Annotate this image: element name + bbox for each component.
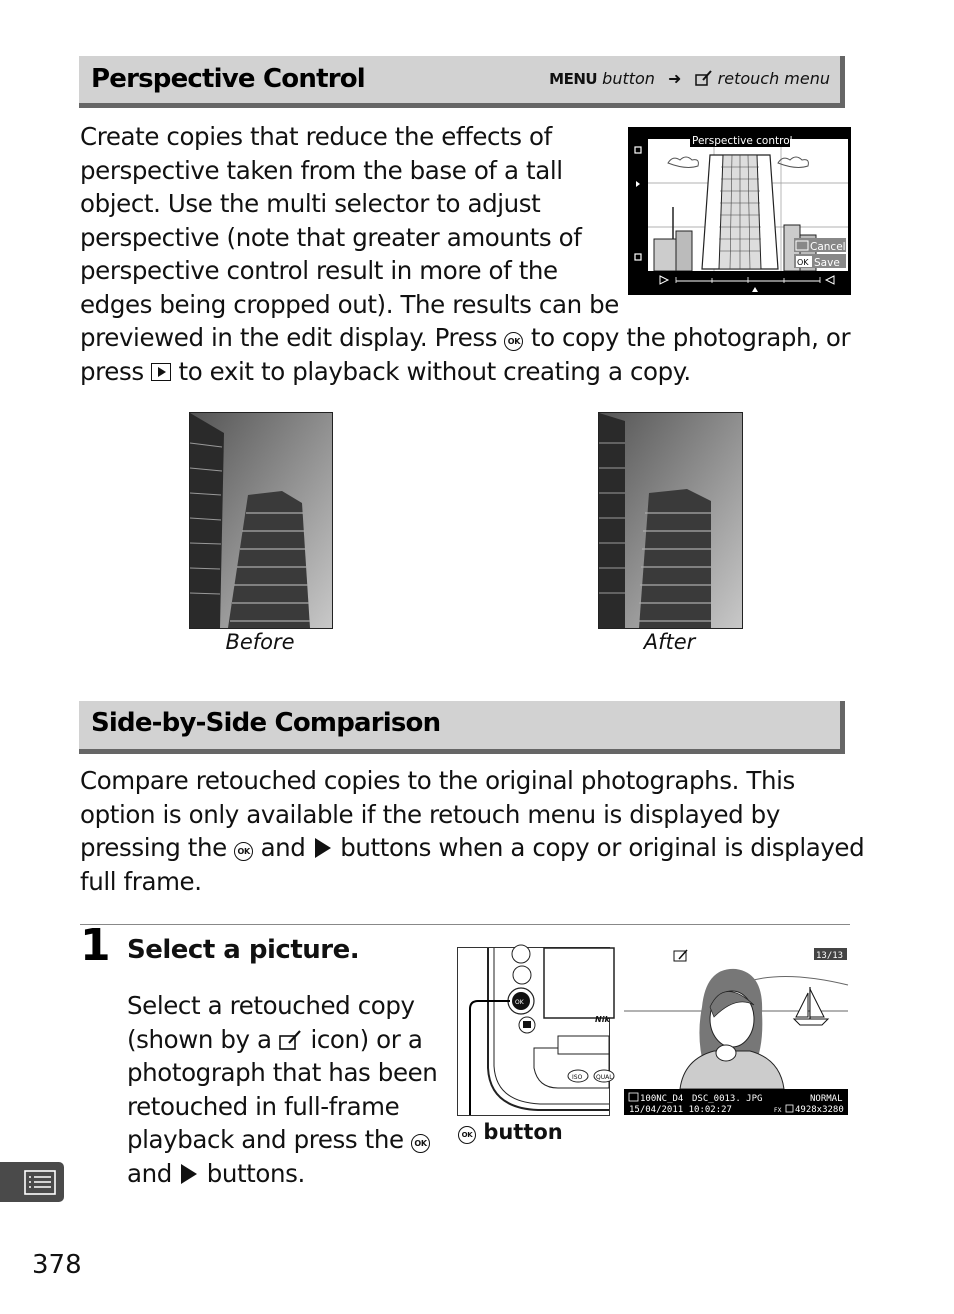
camera-back-illustration (457, 947, 613, 1116)
camera-qual-label: QUAL (596, 1074, 613, 1081)
section-header-perspective-control (79, 56, 845, 108)
perspective-description (80, 120, 620, 322)
before-photo (189, 412, 333, 629)
screen-ok-label: OK (797, 258, 809, 267)
after-caption: After (643, 630, 696, 654)
text-line: object. Use the multi selector to adjust (80, 189, 541, 219)
before-photo-art (190, 413, 332, 628)
crumb-menu-name: retouch menu (717, 69, 830, 88)
perspective-control-screen (628, 127, 851, 295)
text-line: press to exit to playback without creating a copy. (80, 356, 691, 386)
ok-button-icon: OK (458, 1126, 476, 1144)
retouch-icon (279, 1029, 303, 1051)
playback-screen-art (624, 947, 848, 1115)
step-description (127, 989, 447, 1191)
playback-size: 4928x3280 (795, 1105, 844, 1115)
screen-cancel-label: Cancel (810, 241, 846, 253)
menu-breadcrumb (549, 69, 830, 88)
section-title: Side-by-Side Comparison (91, 708, 441, 738)
section-header-side-by-side (79, 701, 845, 754)
playback-screen (624, 947, 848, 1115)
playback-folder: 100NC_D4 (640, 1094, 684, 1104)
before-caption: Before (225, 630, 295, 654)
text-line: pressing the OK and buttons when a copy or original is displayed (80, 833, 865, 863)
text-line: and buttons. (127, 1158, 305, 1188)
text-line: perspective control result in more of the (80, 256, 558, 286)
perspective-description-cont (80, 321, 860, 388)
text-line: Create copies that reduce the effects of (80, 122, 552, 151)
text-line: (shown by a icon) or a (127, 1024, 423, 1054)
text-line: full frame. (80, 866, 202, 896)
crumb-button-text: button (602, 69, 655, 88)
camera-brand-label: Nik (595, 1015, 610, 1024)
page-number: 378 (32, 1250, 82, 1280)
playback-counter: 13/13 (816, 951, 844, 961)
ok-button-callout: OK button (458, 1120, 563, 1144)
perspective-screen-art (628, 127, 851, 295)
camera-ok-label: OK (515, 999, 524, 1006)
screen-save-label: Save (814, 257, 840, 269)
step-number: 1 (80, 920, 111, 971)
text-line: perspective (note that greater amounts of (80, 222, 582, 252)
playback-file: DSC_0013. JPG (692, 1094, 763, 1104)
right-arrow-icon (315, 838, 331, 858)
text-line: edges being cropped out). The results can be (80, 289, 619, 319)
menu-button-label: MENU (549, 70, 598, 88)
camera-back-art (458, 948, 613, 1115)
section-title: Perspective Control (91, 64, 365, 94)
screen-title: Perspective control (692, 135, 793, 147)
playback-fx: FX (774, 1107, 782, 1114)
side-by-side-description (80, 764, 880, 898)
divider (80, 924, 850, 925)
text-line: playback and press the OK (127, 1123, 447, 1157)
retouch-icon (695, 69, 713, 87)
ok-button-icon: OK (411, 1134, 430, 1153)
playback-quality: NORMAL (810, 1094, 843, 1104)
retouch-menu-tab (0, 1162, 64, 1202)
text-line: retouched in full-frame (127, 1091, 400, 1121)
menu-list-icon (0, 1162, 64, 1202)
text-line: option is only available if the retouch menu is displayed by (80, 799, 780, 829)
after-photo (598, 412, 743, 629)
text-line: Compare retouched copies to the original photographs. This (80, 766, 795, 795)
text-line: perspective taken from the base of a tall (80, 155, 563, 185)
arrow-icon: ➜ (668, 69, 682, 88)
text-line: photograph that has been (127, 1058, 438, 1088)
text-line: previewed in the edit display. Press OK to copy the photograph, or (80, 323, 851, 352)
playback-button-icon (151, 363, 171, 381)
step-title: Select a picture. (127, 935, 360, 965)
after-photo-art (599, 413, 742, 628)
ok-button-icon: OK (234, 842, 253, 861)
ok-button-icon: OK (504, 332, 523, 351)
playback-datetime: 15/04/2011 10:02:27 (629, 1105, 732, 1115)
text-line: Select a retouched copy (127, 991, 415, 1020)
camera-iso-label: ISO (572, 1074, 583, 1081)
right-arrow-icon (181, 1164, 197, 1184)
